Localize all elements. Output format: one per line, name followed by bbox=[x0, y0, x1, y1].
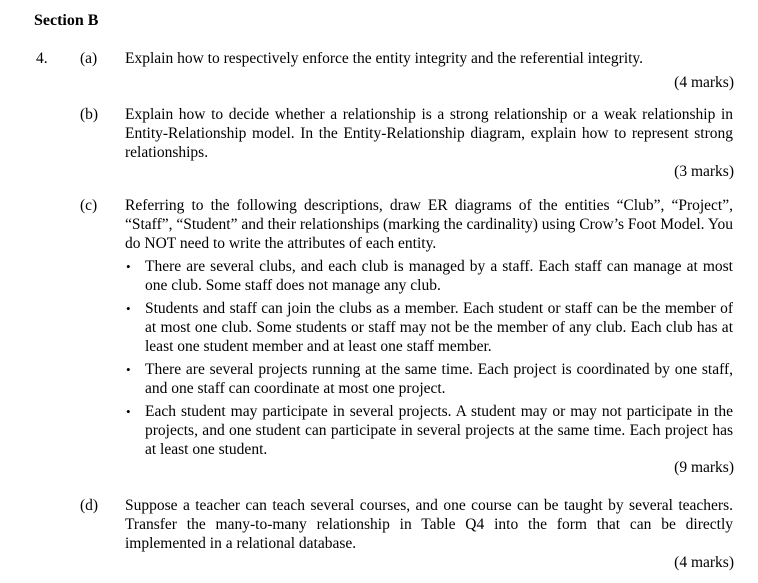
bullet-text: There are several projects running at the same time. Each project is coordinated by one staff, and one staff can coordinate at most one project. bbox=[145, 361, 733, 397]
bullet-icon: • bbox=[126, 259, 131, 274]
part-b-label: (b) bbox=[80, 106, 99, 123]
list-item bbox=[125, 360, 733, 398]
part-c-marks: (9 marks) bbox=[674, 459, 734, 476]
section-title: Section B bbox=[34, 12, 99, 29]
part-d-marks: (4 marks) bbox=[674, 554, 734, 571]
bullet-text: There are several clubs, and each club is managed by a staff. Each staff can manage at most one club. Some staff does not manage any club. bbox=[145, 258, 733, 294]
part-a-text: Explain how to respectively enforce the entity integrity and the referential integrity. bbox=[125, 50, 644, 67]
list-item bbox=[125, 257, 733, 295]
question-number: 4. bbox=[36, 50, 48, 67]
part-a-label: (a) bbox=[80, 50, 98, 67]
list-item bbox=[125, 402, 733, 459]
bullet-text: Students and staff can join the clubs as a member. Each student or staff can be the member of at most one club. Some students or staff may not be the member of any club. Each club has at least one student member and at least one staff member. bbox=[145, 300, 733, 355]
part-a-marks: (4 marks) bbox=[674, 74, 734, 91]
part-d-label: (d) bbox=[80, 497, 99, 514]
list-item bbox=[125, 299, 733, 356]
bullet-icon: • bbox=[126, 301, 131, 316]
part-c-text: Referring to the following descriptions, draw ER diagrams of the entities “Club”, “Project”, “Staff”, “Student” and their relationships (marking the cardinality) using Crow’s Foot Model. You do NOT need to write the attributes of each entity. bbox=[125, 197, 733, 252]
bullet-icon: • bbox=[126, 362, 131, 377]
part-c-bullet-list bbox=[125, 257, 733, 459]
bullet-text: Each student may participate in several projects. A student may or may not participate in the projects, and one student can participate in several projects at the same time. Each project has at least one student. bbox=[145, 403, 733, 458]
part-c-body bbox=[125, 196, 733, 463]
bullet-icon: • bbox=[126, 404, 131, 419]
part-b-text: Explain how to decide whether a relationship is a strong relationship or a weak relationship in Entity-Relationship model. In the Entity-Relationship diagram, explain how to represent strong relationships. bbox=[125, 106, 733, 161]
part-c-label: (c) bbox=[80, 197, 98, 214]
part-b-marks: (3 marks) bbox=[674, 163, 734, 180]
part-d-text: Suppose a teacher can teach several courses, and one course can be taught by several teachers. Transfer the many-to-many relationship in Table Q4 into the form that can be directly implemented in a relational database. bbox=[125, 497, 733, 552]
